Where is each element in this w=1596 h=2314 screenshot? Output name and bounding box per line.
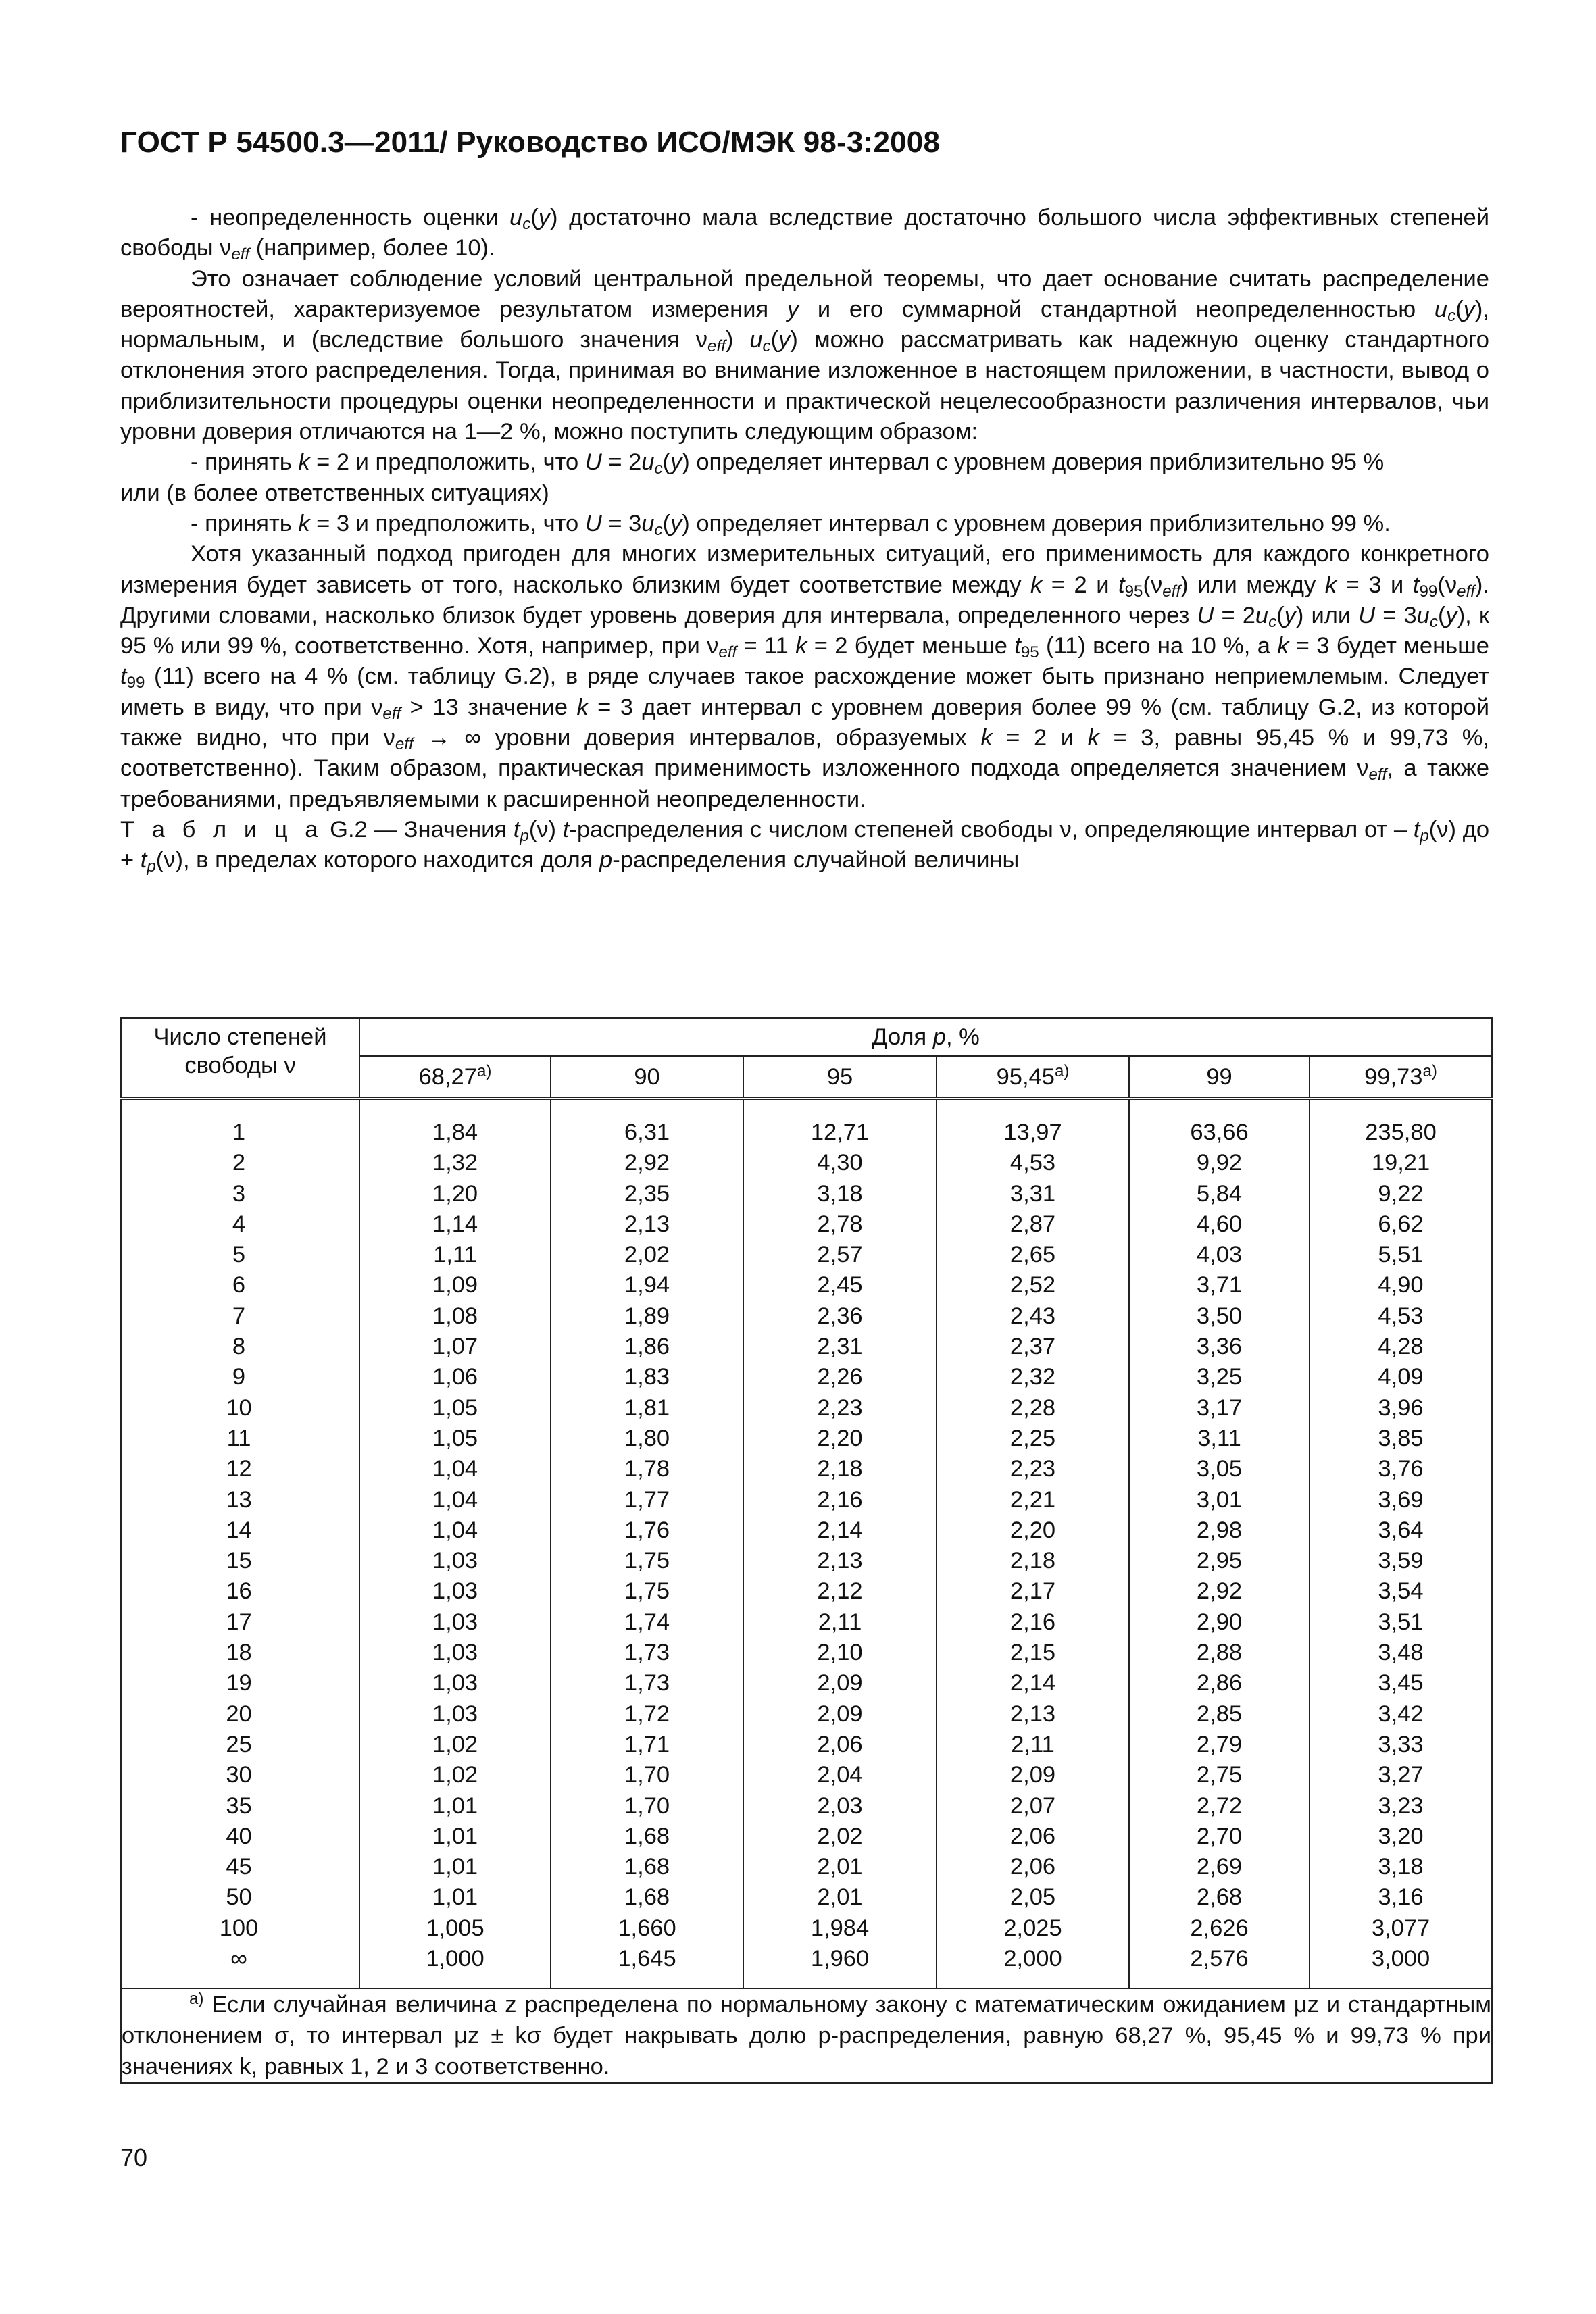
paragraph-1: - неопределенность оценки $u_c(y)$ достаточно мала вследствие достаточно большого числа эффективных степеней свободы $\nu_{eff}$ (например, более 10). <box>120 205 1489 264</box>
header-p-6 <box>1310 1056 1492 1099</box>
paragraph-3: - принять k = 2 и предположить, что $U = 2u_c(y)$ определяет интервал с уровнем доверия приблизительно 95 % <box>191 449 1385 478</box>
nu-cell: 25 <box>226 1731 252 1757</box>
table-cell: 2,14 <box>817 1517 863 1543</box>
table-caption-label: Т а б л и ц а <box>120 816 324 842</box>
table-cell: 2,09 <box>817 1670 863 1696</box>
table-cell: 1,01 <box>432 1854 478 1880</box>
table-cell: 2,09 <box>817 1701 863 1727</box>
header-p-value: 99 <box>1206 1063 1232 1090</box>
table-cell: 4,28 <box>1378 1334 1424 1360</box>
table-cell: 1,84 <box>432 1120 478 1145</box>
table-cell: 2,06 <box>1009 1823 1056 1849</box>
table-cell: 1,70 <box>624 1762 670 1788</box>
column-p-1 <box>359 1117 551 1974</box>
table-cell: 3,96 <box>1378 1394 1424 1421</box>
table-cell: 2,18 <box>1009 1548 1056 1574</box>
table-cell: 2,90 <box>1196 1609 1243 1635</box>
table-cell: 1,984 <box>810 1915 870 1941</box>
table-cell: 1,86 <box>624 1334 670 1360</box>
table-cell: 3,64 <box>1378 1517 1424 1543</box>
header-p-2 <box>551 1056 743 1099</box>
table-cell: 2,13 <box>1009 1701 1056 1727</box>
table-cell: 3,23 <box>1378 1792 1424 1819</box>
table-cell: 3,59 <box>1378 1548 1424 1574</box>
table-cell: 235,80 <box>1365 1120 1437 1145</box>
nu-cell: 45 <box>226 1854 252 1880</box>
table-cell: 2,23 <box>817 1394 863 1421</box>
table-cell: 2,45 <box>817 1272 863 1299</box>
table-cell: 4,09 <box>1378 1364 1424 1390</box>
table-cell: 2,01 <box>817 1884 863 1911</box>
table-cell: 1,005 <box>426 1915 484 1941</box>
column-p-5 <box>1129 1117 1310 1974</box>
table-cell: 1,70 <box>624 1792 670 1819</box>
table-cell: 2,16 <box>817 1486 863 1513</box>
table-cell: 1,78 <box>624 1456 670 1482</box>
table-cell: 4,03 <box>1196 1242 1243 1268</box>
table-cell: 9,22 <box>1378 1180 1424 1207</box>
nu-cell: 50 <box>226 1884 252 1911</box>
nu-cell: 35 <box>226 1792 252 1819</box>
table-cell: 2,15 <box>1009 1640 1056 1666</box>
table-cell: 3,76 <box>1378 1456 1424 1482</box>
footnote-ref: а) <box>476 1061 492 1080</box>
nu-cell: 14 <box>226 1517 252 1543</box>
table-cell: 1,01 <box>432 1884 478 1911</box>
table-cell: 1,73 <box>624 1670 670 1696</box>
table-cell: 2,14 <box>1009 1670 1056 1696</box>
nu-cell: 18 <box>226 1640 252 1666</box>
table-cell: 1,04 <box>432 1486 478 1513</box>
table-cell: 3,50 <box>1196 1303 1243 1329</box>
header-degrees-of-freedom: Число степеней свободы ν <box>121 1018 359 1099</box>
table-cell: 2,03 <box>817 1792 863 1819</box>
table-cell: 2,70 <box>1196 1823 1243 1849</box>
header-fraction-p: Доля p, % <box>359 1018 1492 1056</box>
table-cell: 1,14 <box>432 1211 478 1237</box>
nu-cell: 16 <box>226 1578 252 1605</box>
table-cell: 4,53 <box>1009 1150 1056 1176</box>
table-cell: 2,86 <box>1196 1670 1243 1696</box>
table-cell: 4,90 <box>1378 1272 1424 1299</box>
table-cell: 1,20 <box>432 1180 478 1207</box>
table-cell: 1,68 <box>624 1823 670 1849</box>
table-cell: 2,92 <box>1196 1578 1243 1605</box>
table-cell: 1,03 <box>432 1640 478 1666</box>
table-cell: 3,27 <box>1378 1762 1424 1788</box>
table-cell: 2,02 <box>817 1823 863 1849</box>
table-cell: 1,06 <box>432 1364 478 1390</box>
table-cell: 2,000 <box>1003 1946 1062 1972</box>
paragraph-4: или (в более ответственных ситуациях) <box>120 480 549 506</box>
table-cell: 5,84 <box>1196 1180 1243 1207</box>
table-cell: 3,000 <box>1371 1946 1430 1972</box>
table-cell: 2,36 <box>817 1303 863 1329</box>
footnote-ref: а) <box>1054 1061 1070 1080</box>
table-cell: 2,576 <box>1190 1946 1249 1972</box>
nu-cell: 1 <box>232 1120 246 1145</box>
table-cell: 2,09 <box>1009 1762 1056 1788</box>
table-cell: 1,74 <box>624 1609 670 1635</box>
table-cell: 2,18 <box>817 1456 863 1482</box>
table-cell: 12,71 <box>810 1120 870 1145</box>
table-cell: 9,92 <box>1196 1150 1243 1176</box>
table-cell: 1,960 <box>810 1946 870 1972</box>
table-cell: 1,03 <box>432 1670 478 1696</box>
table-cell: 1,660 <box>618 1915 676 1941</box>
nu-cell: ∞ <box>230 1946 247 1972</box>
paragraph-5: - принять k = 3 и предположить, что $U = 3u_c(y)$ определяет интервал с уровнем доверия приблизительно 99 %. <box>191 510 1391 539</box>
table-cell: 2,57 <box>817 1242 863 1268</box>
paragraph-6: Хотя указанный подход пригоден для многих измерительных ситуаций, его применимость для каждого конкретного измерения будет зависеть от того, насколько близким будет соответствие между k = 2 и $t_{95}(\nu_{eff})$ или между k = 3 и $t_{99}(\nu_{eff})$. Другими словами, насколько близок будет уровень доверия для интервала, определенного через $U = 2u_c(y)$ или $U = 3u_c(y)$, к 95 % или 99 %, соответственно. Хотя, например, при $\nu_{eff} = 11$ k = 2 будет меньше $t_{95}$ (11) всего на 10 %, а k = 3 будет меньше $t_{99}$ (11) всего на 4 % (см. таблицу G.2), в ряде случаев такое расхождение может быть признано неприемлемым. Следует иметь в виду, что при $\nu_{eff} > 13$ значение k = 3 дает интервал с уровнем доверия более 99 % (см. таблицу G.2, из которой также видно, что при $\nu_{eff}$ → ∞ уровни доверия интервалов, образуемых k = 2 и k = 3, равны 95,45 % и 99,73 %, соответственно). Таким образом, практическая применимость изложенного подхода определяется значением $\nu_{eff}$, а также требованиями, предъявляемыми к расширенной неопределенности. <box>120 541 1490 812</box>
table-cell: 2,21 <box>1009 1486 1056 1513</box>
table-cell: 2,98 <box>1196 1517 1243 1543</box>
table-cell: 2,52 <box>1009 1272 1056 1299</box>
nu-cell: 4 <box>232 1211 246 1237</box>
table-cell: 1,03 <box>432 1609 478 1635</box>
nu-cell: 10 <box>226 1394 252 1421</box>
table-cell: 3,16 <box>1378 1884 1424 1911</box>
column-nu <box>121 1117 359 1974</box>
table-cell: 3,05 <box>1196 1456 1243 1482</box>
header-p-5 <box>1129 1056 1310 1099</box>
table-cell: 1,000 <box>426 1946 484 1972</box>
t-distribution-table <box>120 1017 1493 2084</box>
table-cell: 1,80 <box>624 1425 670 1451</box>
nu-cell: 11 <box>226 1425 251 1451</box>
table-cell: 1,04 <box>432 1517 478 1543</box>
table-cell: 3,11 <box>1197 1425 1241 1451</box>
table-cell: 4,30 <box>817 1150 863 1176</box>
nu-cell: 17 <box>226 1609 252 1635</box>
table-cell: 1,02 <box>432 1731 478 1757</box>
table-cell: 2,69 <box>1196 1854 1243 1880</box>
table-cell: 2,92 <box>624 1150 670 1176</box>
table-cell: 4,60 <box>1196 1211 1243 1237</box>
table-values <box>121 1117 1492 1974</box>
table-cell: 2,02 <box>624 1242 670 1268</box>
nu-cell: 13 <box>226 1486 252 1513</box>
table-cell: 3,69 <box>1378 1486 1424 1513</box>
table-cell: 3,51 <box>1378 1609 1424 1635</box>
table-cell: 2,28 <box>1009 1394 1056 1421</box>
table-cell: 2,04 <box>817 1762 863 1788</box>
table-cell: 2,23 <box>1009 1456 1056 1482</box>
column-p-2 <box>551 1117 743 1974</box>
table-cell: 2,16 <box>1009 1609 1056 1635</box>
table-cell: 3,33 <box>1378 1731 1424 1757</box>
nu-cell: 40 <box>226 1823 252 1849</box>
table-cell: 6,31 <box>624 1120 670 1145</box>
nu-cell: 100 <box>219 1915 259 1941</box>
table-cell: 2,78 <box>817 1211 863 1237</box>
page-number: 70 <box>120 2144 148 2171</box>
table-cell: 2,31 <box>817 1334 863 1360</box>
table-cell: 1,68 <box>624 1884 670 1911</box>
nu-cell: 7 <box>232 1303 246 1329</box>
table-cell: 1,11 <box>433 1242 477 1268</box>
nu-cell: 20 <box>226 1701 252 1727</box>
header-p-4 <box>937 1056 1129 1099</box>
table-footnote <box>121 1988 1492 2083</box>
body-text <box>120 203 1489 876</box>
paragraph-2: Это означает соблюдение условий центральной предельной теоремы, что дает основание считать распределение вероятностей, характеризуемое результатом измерения y и его суммарной стандартной неопределенностью $u_c(y)$, нормальным, и (вследствие большого значения $\nu_{eff}$) $u_c(y)$ можно рассматривать как надежную оценку стандартного отклонения этого распределения. Тогда, принимая во внимание изложенное в настоящем приложении, в частности, вывод о приблизительности процедуры оценки неопределенности и практической нецелесообразности различения интервалов, чьи уровни доверия отличаются на 1—2 %, можно поступить следующим образом: <box>120 266 1489 445</box>
table-cell: 2,626 <box>1190 1915 1249 1941</box>
table-cell: 3,71 <box>1196 1272 1243 1299</box>
table-cell: 2,95 <box>1196 1548 1243 1574</box>
nu-cell: 15 <box>226 1548 252 1574</box>
table-body-end <box>121 1974 1492 1988</box>
table-cell: 2,88 <box>1196 1640 1243 1666</box>
table-cell: 1,645 <box>618 1946 676 1972</box>
nu-cell: 5 <box>232 1242 246 1268</box>
table-cell: 3,31 <box>1009 1180 1056 1207</box>
table-cell: 2,79 <box>1196 1731 1243 1757</box>
table-cell: 1,03 <box>432 1701 478 1727</box>
table-cell: 2,13 <box>817 1548 863 1574</box>
table-cell: 1,75 <box>624 1578 670 1605</box>
table-cell: 1,03 <box>432 1548 478 1574</box>
table-cell: 63,66 <box>1190 1120 1249 1145</box>
header-p-value: 95 <box>826 1063 853 1090</box>
table-cell: 1,32 <box>432 1150 478 1176</box>
table-cell: 3,17 <box>1196 1394 1243 1421</box>
table-cell: 2,65 <box>1009 1242 1056 1268</box>
table-cell: 2,20 <box>1009 1517 1056 1543</box>
column-p-3 <box>743 1117 937 1974</box>
table-cell: 1,02 <box>432 1762 478 1788</box>
table-cell: 5,51 <box>1378 1242 1424 1268</box>
table-cell: 4,53 <box>1378 1303 1424 1329</box>
nu-cell: 2 <box>232 1150 246 1176</box>
header-p-value: 68,27 <box>418 1063 477 1090</box>
table-caption: Т а б л и ц а G.2 — Значения $t_p(\nu)$ t-распределения с числом степеней свободы ν, определяющие интервал от – $t_p(\nu)$ до + $t_p(\nu)$, в пределах которого находится доля p-распределения случайной величины <box>120 816 1490 876</box>
table-cell: 1,73 <box>624 1640 670 1666</box>
table-cell: 1,71 <box>624 1731 670 1757</box>
table-cell: 1,72 <box>624 1701 670 1727</box>
table-cell: 3,45 <box>1378 1670 1424 1696</box>
table-cell: 2,06 <box>1009 1854 1056 1880</box>
table-cell: 2,20 <box>817 1425 863 1451</box>
nu-cell: 30 <box>226 1762 252 1788</box>
table-cell: 1,83 <box>624 1364 670 1390</box>
document-header: ГОСТ Р 54500.3—2011/ Руководство ИСО/МЭК 98-3:2008 <box>120 126 941 159</box>
table-cell: 2,12 <box>817 1578 863 1605</box>
table-cell: 2,10 <box>817 1640 863 1666</box>
table-cell: 1,05 <box>432 1425 478 1451</box>
table-cell: 2,87 <box>1009 1211 1056 1237</box>
table-cell: 3,85 <box>1378 1425 1424 1451</box>
table-cell: 2,32 <box>1009 1364 1056 1390</box>
table-cell: 3,54 <box>1378 1578 1424 1605</box>
table-cell: 3,18 <box>1378 1854 1424 1880</box>
table-cell: 1,07 <box>432 1334 478 1360</box>
table-cell: 1,04 <box>432 1456 478 1482</box>
nu-cell: 9 <box>232 1364 246 1390</box>
table-cell: 1,05 <box>432 1394 478 1421</box>
header-p-value: 95,45 <box>996 1063 1055 1090</box>
table-cell: 1,68 <box>624 1854 670 1880</box>
table-cell: 1,94 <box>624 1272 670 1299</box>
table-cell: 1,75 <box>624 1548 670 1574</box>
table-cell: 13,97 <box>1003 1120 1062 1145</box>
table-cell: 2,01 <box>817 1854 863 1880</box>
table-cell: 3,01 <box>1196 1486 1243 1513</box>
table-cell: 2,11 <box>818 1609 862 1635</box>
header-p-3 <box>743 1056 937 1099</box>
table-cell: 3,18 <box>817 1180 863 1207</box>
nu-cell: 3 <box>232 1180 246 1207</box>
header-p-1 <box>359 1056 551 1099</box>
footnote-ref: а) <box>1422 1061 1437 1080</box>
table-cell: 3,25 <box>1196 1364 1243 1390</box>
column-p-4 <box>937 1117 1129 1974</box>
table-cell: 1,77 <box>624 1486 670 1513</box>
table-cell: 3,077 <box>1371 1915 1430 1941</box>
nu-cell: 6 <box>232 1272 246 1299</box>
table-cell: 3,42 <box>1378 1701 1424 1727</box>
table-cell: 2,72 <box>1196 1792 1243 1819</box>
table-cell: 2,025 <box>1003 1915 1062 1941</box>
footnote-mark: а) <box>189 1990 204 2009</box>
table-cell: 3,20 <box>1378 1823 1424 1849</box>
table-cell: 1,09 <box>432 1272 478 1299</box>
table-cell: 19,21 <box>1371 1150 1430 1176</box>
table-cell: 1,01 <box>432 1823 478 1849</box>
table-cell: 1,89 <box>624 1303 670 1329</box>
table-cell: 1,08 <box>432 1303 478 1329</box>
table-cell: 3,36 <box>1196 1334 1243 1360</box>
nu-cell: 8 <box>232 1334 246 1360</box>
footnote-text: Если случайная величина z распределена по нормальному закону с математическим ожиданием μz и стандартным отклонением σ, то интервал μz ± kσ будет накрывать долю p-распределения, равную 68,27 %, 95,45 % и 99,73 % при значениях k, равных 1, 2 и 3 соответственно. <box>122 1992 1492 2080</box>
nu-cell: 19 <box>226 1670 252 1696</box>
table-cell: 2,06 <box>817 1731 863 1757</box>
table-cell: 2,75 <box>1196 1762 1243 1788</box>
table-cell: 2,11 <box>1011 1731 1055 1757</box>
table-cell: 2,05 <box>1009 1884 1056 1911</box>
table-cell: 2,37 <box>1009 1334 1056 1360</box>
header-separator <box>121 1099 1492 1117</box>
table-cell: 2,85 <box>1196 1701 1243 1727</box>
table-cell: 2,68 <box>1196 1884 1243 1911</box>
table-cell: 1,03 <box>432 1578 478 1605</box>
table-cell: 2,26 <box>817 1364 863 1390</box>
table-cell: 1,81 <box>624 1394 670 1421</box>
table-cell: 3,48 <box>1378 1640 1424 1666</box>
table-cell: 1,76 <box>624 1517 670 1543</box>
header-p-value: 90 <box>634 1063 660 1090</box>
header-p-value: 99,73 <box>1364 1063 1423 1090</box>
table-cell: 2,17 <box>1009 1578 1056 1605</box>
table-cell: 1,01 <box>432 1792 478 1819</box>
table-cell: 2,13 <box>624 1211 670 1237</box>
column-p-6 <box>1310 1117 1492 1974</box>
table-cell: 2,25 <box>1009 1425 1056 1451</box>
table-cell: 6,62 <box>1378 1211 1424 1237</box>
table-cell: 2,35 <box>624 1180 670 1207</box>
table-cell: 2,07 <box>1009 1792 1056 1819</box>
table-cell: 2,43 <box>1009 1303 1056 1329</box>
nu-cell: 12 <box>226 1456 252 1482</box>
